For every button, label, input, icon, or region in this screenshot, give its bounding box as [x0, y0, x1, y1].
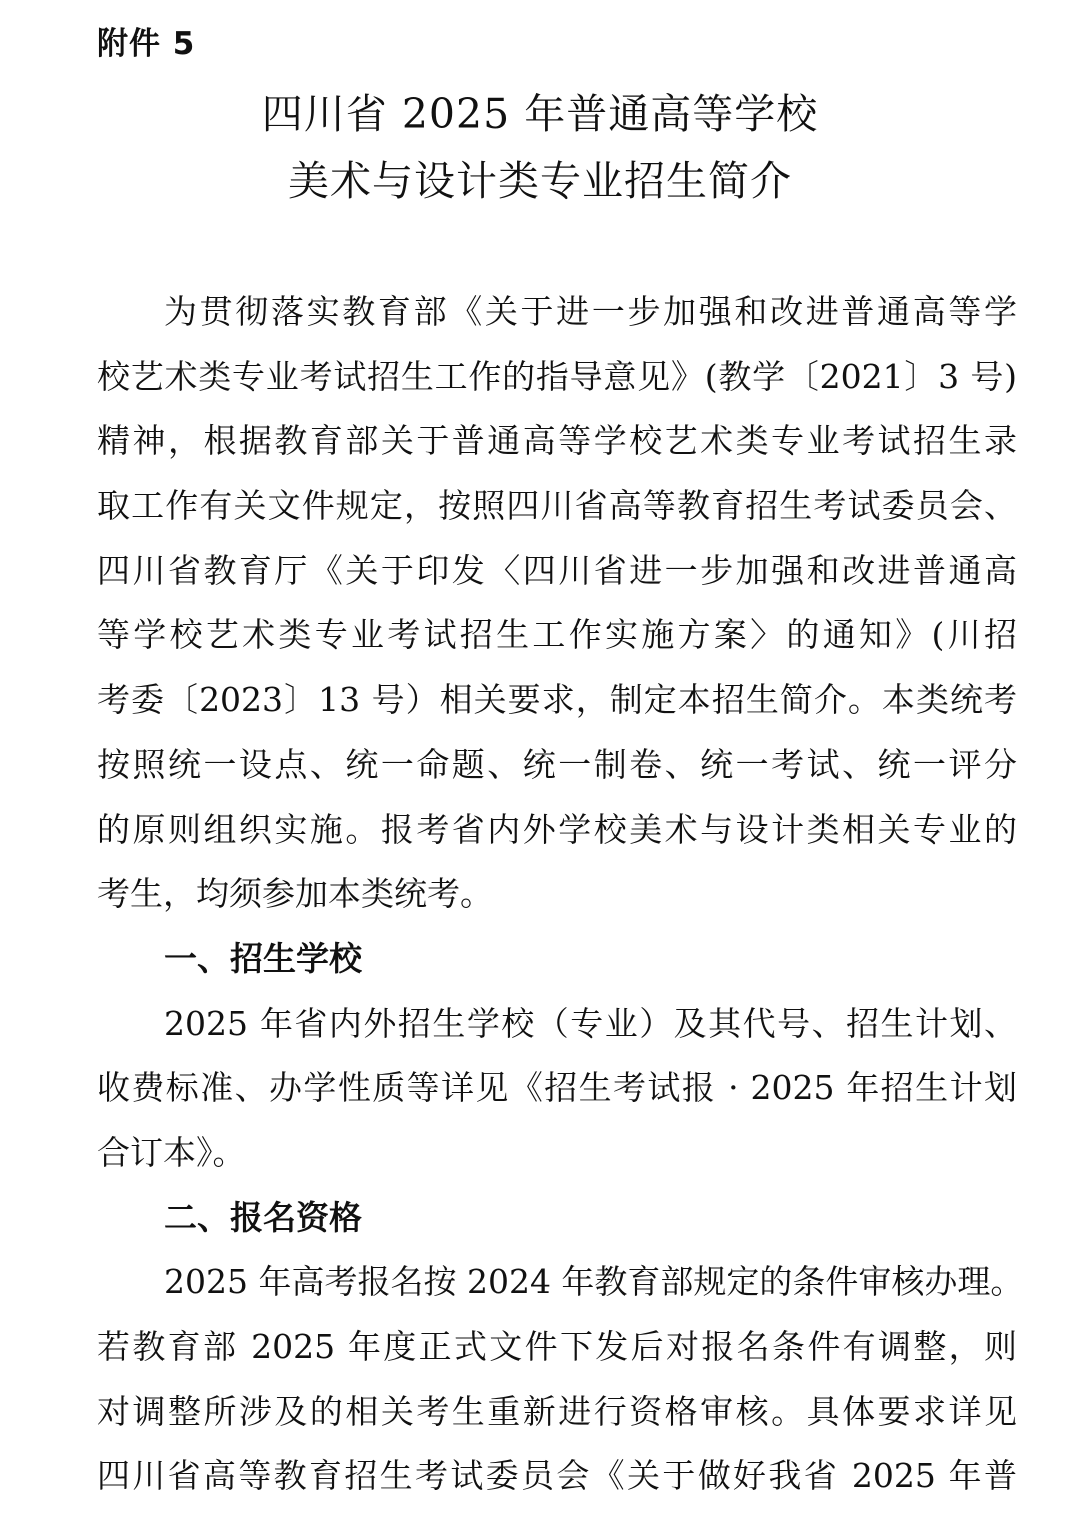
- document-title-line-2: 美术与设计类专业招生简介: [288, 157, 792, 205]
- paragraph-line: 若教育部 2025 年度正式文件下发后对报名条件有调整，则: [97, 1327, 1017, 1366]
- paragraph-line: 收费标准、办学性质等详见《招生考试报 · 2025 年招生计划: [97, 1068, 1017, 1108]
- document-title-line-1: 四川省 2025 年普通高等学校: [261, 90, 819, 138]
- paragraph-line: 等学校艺术类专业考试招生工作实施方案〉的通知》(川招: [97, 615, 1017, 655]
- paragraph-line: 校艺术类专业考试招生工作的指导意见》(教学〔2021〕3 号): [97, 356, 1017, 396]
- paragraph-line: 2025 年省内外招生学校（专业）及其代号、招生计划、: [164, 1003, 1017, 1043]
- paragraph-line: 取工作有关文件规定，按照四川省高等教育招生考试委员会、: [97, 486, 1017, 526]
- paragraph-line: 考委〔2023〕13 号）相关要求，制定本招生简介。本类统考: [97, 680, 1017, 720]
- paragraph-line: 2025 年高考报名按 2024 年教育部规定的条件审核办理。: [164, 1262, 1024, 1302]
- paragraph-line: 按照统一设点、统一命题、统一制卷、统一考试、统一评分: [97, 744, 1017, 784]
- paragraph-line: 四川省高等教育招生考试委员会《关于做好我省 2025 年普: [97, 1456, 1017, 1496]
- paragraph-line: 合订本》。: [97, 1132, 246, 1172]
- section-heading-eligibility: 二、报名资格: [164, 1197, 362, 1237]
- paragraph-line: 的原则组织实施。报考省内外学校美术与设计类相关专业的: [97, 809, 1017, 849]
- section-heading-schools: 一、招生学校: [164, 938, 362, 978]
- paragraph-line: 对调整所涉及的相关考生重新进行资格审核。具体要求详见: [97, 1391, 1017, 1431]
- document-body: [97, 280, 1024, 1509]
- attachment-label: 附件 5: [97, 26, 196, 62]
- paragraph-line: 考生，均须参加本类统考。: [97, 874, 493, 914]
- paragraph-line: 四川省教育厅《关于印发〈四川省进一步加强和改进普通高: [97, 550, 1017, 590]
- paragraph-line: 精神，根据教育部关于普通高等学校艺术类专业考试招生录: [97, 421, 1017, 461]
- paragraph-line: 为贯彻落实教育部《关于进一步加强和改进普通高等学: [164, 292, 1017, 331]
